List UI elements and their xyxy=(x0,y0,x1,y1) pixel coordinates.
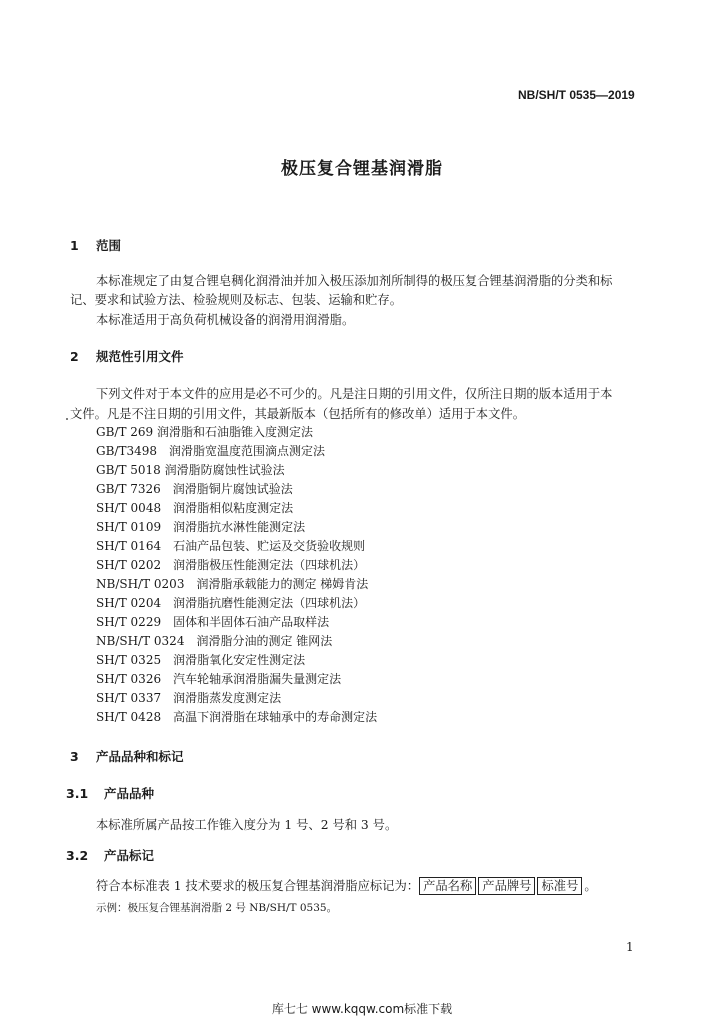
section-3-2-heading xyxy=(66,846,154,864)
reference-item: SH/T 0164 石油产品包装、贮运及交货验收规则 xyxy=(96,539,366,553)
scan-speck xyxy=(66,418,68,420)
reference-item: SH/T 0229 固体和半固体石油产品取样法 xyxy=(96,615,330,629)
paragraph: 符合本标准表 1 技术要求的极压复合锂基润滑脂应标记为： xyxy=(96,879,420,893)
section-title: 规范性引用文件 xyxy=(96,349,184,364)
paragraph: 记、要求和试验方法、检验规则及标志、包装、运输和贮存。 xyxy=(70,293,403,307)
paragraph: 本标准适用于高负荷机械设备的润滑用润滑脂。 xyxy=(96,313,355,327)
reference-item: SH/T 0326 汽车轮轴承润滑脂漏失量测定法 xyxy=(96,672,342,686)
reference-item: NB/SH/T 0324 润滑脂分油的测定 锥网法 xyxy=(96,634,333,648)
section-3-heading xyxy=(70,747,184,765)
reference-item: SH/T 0428 高温下润滑脂在球轴承中的寿命测定法 xyxy=(96,710,378,724)
sentence-end: 。 xyxy=(584,879,597,893)
section-number: 1 xyxy=(70,238,79,253)
standard-number-box: 标准号 xyxy=(537,877,582,895)
section-2-heading xyxy=(70,347,184,365)
product-name-box: 产品名称 xyxy=(419,877,476,895)
reference-item: GB/T3498 润滑脂宽温度范围滴点测定法 xyxy=(96,444,325,458)
reference-item: SH/T 0325 润滑脂氧化安定性测定法 xyxy=(96,653,306,667)
reference-item: GB/T 7326 润滑脂铜片腐蚀试验法 xyxy=(96,482,293,496)
paragraph: 本标准规定了由复合锂皂稠化润滑油并加入极压添加剂所制得的极压复合锂基润滑脂的分类和标 xyxy=(96,274,613,288)
paragraph: 文件。凡是不注日期的引用文件，其最新版本（包括所有的修改单）适用于本文件。 xyxy=(70,407,525,421)
marking-line xyxy=(96,876,597,895)
section-title: 产品标记 xyxy=(104,848,155,863)
paragraph: 本标准所属产品按工作锥入度分为 1 号、2 号和 3 号。 xyxy=(96,818,398,832)
reference-item: SH/T 0109 润滑脂抗水淋性能测定法 xyxy=(96,520,306,534)
section-number: 3.2 xyxy=(66,848,89,863)
section-title: 范围 xyxy=(96,238,122,253)
reference-item: GB/T 5018 润滑脂防腐蚀性试验法 xyxy=(96,463,285,477)
reference-item: SH/T 0202 润滑脂极压性能测定法（四球机法） xyxy=(96,558,366,572)
section-title: 产品品种和标记 xyxy=(96,749,184,764)
standard-number: NB/SH/T 0535—2019 xyxy=(518,88,635,102)
paragraph: 下列文件对于本文件的应用是必不可少的。凡是注日期的引用文件，仅所注日期的版本适用于本 xyxy=(96,387,613,401)
section-3-1-heading xyxy=(66,784,154,802)
page-number: 1 xyxy=(626,940,634,954)
section-number: 3.1 xyxy=(66,786,89,801)
section-number: 3 xyxy=(70,749,79,764)
reference-item: SH/T 0337 润滑脂蒸发度测定法 xyxy=(96,691,282,705)
reference-item: GB/T 269 润滑脂和石油脂锥入度测定法 xyxy=(96,425,313,439)
document-title: 极压复合锂基润滑脂 xyxy=(281,159,443,179)
reference-item: SH/T 0048 润滑脂相似粘度测定法 xyxy=(96,501,294,515)
section-1-heading xyxy=(70,236,121,254)
footer-watermark: 库七七 www.kqqw.com标准下载 xyxy=(271,1002,453,1016)
example-text: 示例：极压复合锂基润滑脂 2 号 NB/SH/T 0535。 xyxy=(96,902,338,914)
reference-item: SH/T 0204 润滑脂抗磨性能测定法（四球机法） xyxy=(96,596,366,610)
product-grade-box: 产品牌号 xyxy=(478,877,535,895)
reference-item: NB/SH/T 0203 润滑脂承载能力的测定 梯姆肯法 xyxy=(96,577,369,591)
section-title: 产品品种 xyxy=(104,786,155,801)
section-number: 2 xyxy=(70,349,79,364)
